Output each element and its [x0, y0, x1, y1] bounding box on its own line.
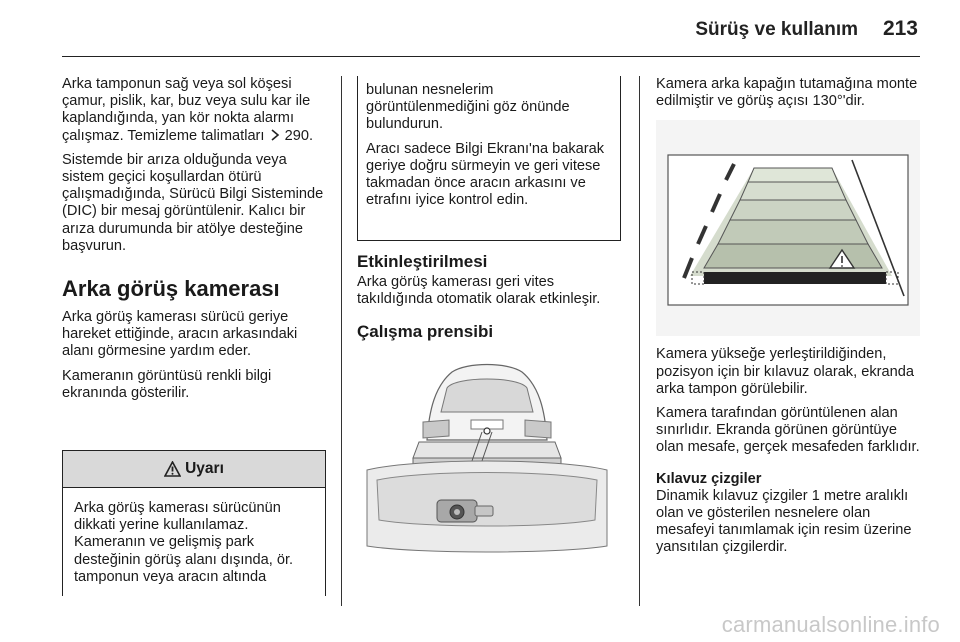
page-reference[interactable]: 290. — [284, 127, 314, 144]
paragraph: Kamera yükseğe yerleştirildiğinden, pozisyon için bir kılavuz olarak, ekranda arka tampon görülebilir. — [656, 346, 914, 397]
warning-box — [62, 450, 326, 596]
warning-header — [63, 451, 325, 488]
paragraph: Kamera tarafından görüntülenen alan sınırlıdır. Ekranda görünen görüntüye olan mesafe, gerçek mesafeden farklıdır. — [656, 405, 920, 456]
paragraph: Arka görüş kamerası sürücü geriye hareket ettiğinde, aracın arkasındaki alanı görmesine yardım eder. — [62, 309, 298, 360]
page-number: 213 — [882, 17, 918, 40]
guideline-screen-illustration — [656, 120, 920, 336]
warning-box-continued — [357, 76, 621, 241]
paragraph: Arka görüş kamerası geri vites takıldığında otomatik olarak etkinleşir. — [357, 274, 601, 308]
column-3 — [656, 76, 922, 564]
section-heading: Arka görüş kamerası — [62, 276, 280, 302]
page-ref-arrow-icon — [269, 129, 281, 141]
section-heading: Çalışma prensibi — [357, 322, 494, 342]
watermark: carmanualsonline.info — [721, 612, 940, 637]
section-heading: Etkinleştirilmesi — [357, 252, 488, 271]
paragraph: Arka tamponun sağ veya sol köşesi çamur, pislik, kar, buz veya sulu kar ile kaplandığında, yan kör nokta alarmı çalışmaz. Temizleme talimatları 290. — [62, 76, 314, 144]
column-divider — [639, 76, 640, 606]
warning-title: Uyarı — [185, 460, 224, 477]
column-2 — [357, 76, 621, 562]
paragraph: Dinamik kılavuz çizgiler 1 metre aralıklı olan ve gösterilen nesnelere olan mesafeyi tanımlamak için resim üzerine yansıtılan çizgilerdir. — [656, 487, 912, 556]
paragraph: bulunan nesnelerim görüntülenmediğini göz önünde bulundurun. — [366, 82, 570, 133]
page-header — [62, 0, 920, 57]
section-heading: Kılavuz çizgiler — [656, 470, 762, 487]
paragraph: Kamera arka kapağın tutamağına monte edilmiştir ve görüş açısı 130°'dir. — [656, 76, 918, 110]
column-divider — [341, 76, 342, 606]
chapter-title: Sürüş ve kullanım — [695, 19, 858, 40]
warning-text: Arka görüş kamerası sürücünün dikkati yerine kullanılamaz. Kameranın ve gelişmiş park desteğinin görüş alanı dışında, ör. tamponun veya aracın altında — [74, 500, 294, 585]
paragraph: Sistemde bir arıza olduğunda veya sistem geçici koşullardan ötürü çalışmadığında, Sürücü Bilgi Sisteminde (DIC) bir mesaj görüntülenir. Kalıcı bir arıza durumunda bir atölye desteğine başvurun. — [62, 151, 324, 254]
warning-triangle-icon — [164, 461, 181, 477]
rear-camera-illustration — [357, 350, 619, 562]
paragraph: Kameranın görüntüsü renkli bilgi ekranında gösterilir. — [62, 367, 272, 401]
paragraph: Aracı sadece Bilgi Ekranı'na bakarak geriye doğru sürmeyin ve geri vitese takmadan önce aracın arkasını ve etrafını iyice kontrol edin. — [366, 140, 605, 209]
column-1 — [62, 76, 324, 409]
